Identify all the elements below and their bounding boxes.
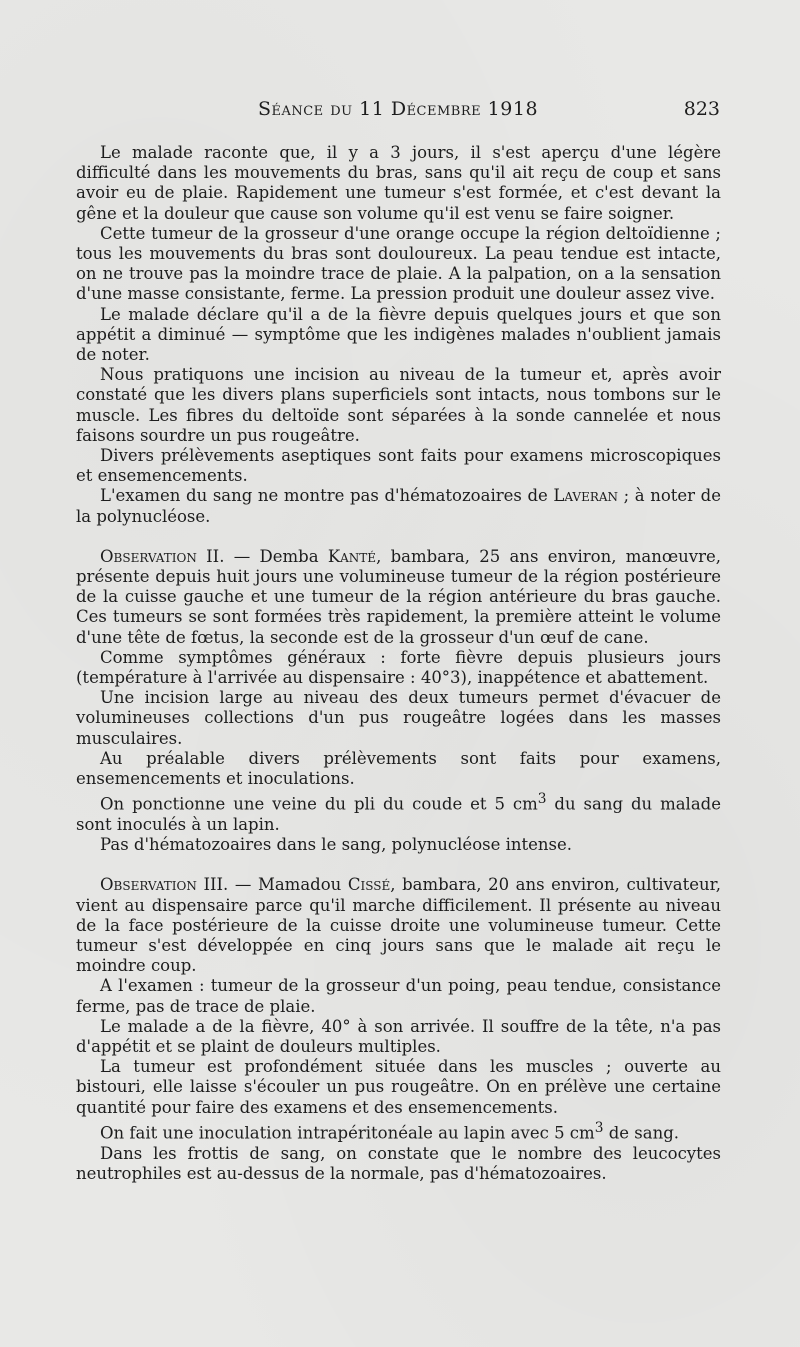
paragraph [76,1118,721,1144]
observation-heading-paragraph [76,875,721,976]
page-number: 823 [683,98,720,120]
text-span: , bambara, 20 ans environ, cultivateur, vient au dispensaire parce qu'il marche difficilement. Il présente au niveau de la face postérieure de la cuisse droite une volumineuse tumeur. Cette tumeur s'est développée en cinq jours sans que le malade ait reçu le moindre coup. [76,875,721,976]
text-span: II. — Demba [196,546,328,566]
paragraph [76,486,721,526]
paragraph: Divers prélèvements aseptiques sont faits pour examens microscopiques et ensemencements. [76,446,721,486]
observation-heading-paragraph [76,547,721,648]
paragraph: Dans les frottis de sang, on constate que le nombre des leucocytes neutrophiles est au-dessus de la normale, pas d'hématozoaires. [76,1143,721,1183]
patient-name: Cissé [347,875,391,895]
paragraph: A l'examen : tumeur de la grosseur d'un poing, peau tendue, consistance ferme, pas de trace de plaie. [76,976,721,1016]
paragraph: Le malade a de la fièvre, 40° à son arrivée. Il souffre de la tête, n'a pas d'appétit et se plaint de douleurs multiples. [76,1016,721,1057]
body-text [76,143,721,1184]
text-span: On fait une inoculation intrapéritonéale au lapin avec 5 cm [100,1123,595,1143]
patient-name: Kanté [327,546,377,566]
text-span: , bambara, 25 ans environ, manœuvre, présente depuis huit jours une volumineuse tumeur de la région postérieure de la cuisse gauche et une tumeur de la région antérieure du bras gauche. Ces tumeurs se sont formées très rapidement, la première atteint le volume d'une tête de fœtus, la seconde est de la grosseur d'un œuf de cane. [76,546,721,647]
author-name: Laveran [553,486,619,506]
page-header [76,98,720,124]
observation-label: Observation [100,875,197,895]
text-span: On ponctionne une veine du pli du coude et 5 cm [100,794,538,814]
paragraph: Comme symptômes généraux : forte fièvre depuis plusieurs jours (température à l'arrivée au dispensaire : 40°3), inappétence et abattement. [76,647,721,688]
text-span: ; à noter de la polynucléose. [76,486,721,526]
running-title: Séance du 11 Décembre 1918 [257,98,539,120]
paragraph: Cette tumeur de la grosseur d'une orange occupe la région deltoïdienne ; tous les mouvements du bras sont douloureux. La peau tendue est intacte, on ne trouve pas la moindre trace de plaie. A la palpation, on a la sensation d'une masse consistante, ferme. La pression produit une douleur assez vive. [76,223,721,304]
text-span: III. — Mamadou [196,875,348,895]
paragraph: Nous pratiquons une incision au niveau de la tumeur et, après avoir constaté que les divers plans superficiels sont intacts, nous tombons sur le muscle. Les fibres du deltoïde sont séparées à la sonde cannelée et nous faisons sourdre un pus rougeâtre. [76,365,721,445]
paragraph: La tumeur est profondément située dans les muscles ; ouverte au bistouri, elle laisse s'écouler un pus rougeâtre. On en prélève une certaine quantité pour faire des examens et des ensemencements. [76,1057,721,1117]
paragraph [76,789,721,835]
paragraph: Une incision large au niveau des deux tumeurs permet d'évacuer de volumineuses collections d'un pus rougeâtre logées dans les masses musculaires. [76,688,721,748]
superscript: 3 [594,1119,604,1136]
text-span: de sang. [603,1123,680,1143]
paragraph: Le malade déclare qu'il a de la fièvre depuis quelques jours et que son appétit a diminué — symptôme que les indigènes malades n'oublient jamais de noter. [76,304,721,365]
text-span: du sang du malade sont inoculés à un lapin. [76,794,721,834]
superscript: 3 [537,791,547,808]
paragraph: Le malade raconte que, il y a 3 jours, il s'est aperçu d'une légère difficulté dans les mouvements du bras, sans qu'il ait reçu de coup et sans avoir eu de plaie. Rapidement une tumeur s'est formée, et c'est devant la gêne et la douleur que cause son volume qu'il est venu se faire soigner. [76,143,721,223]
paragraph: Au préalable divers prélèvements sont faits pour examens, ensemencements et inoculations. [76,748,721,789]
observation-label: Observation [100,546,197,566]
text-span: L'examen du sang ne montre pas d'hématozoaires de [100,486,554,506]
paragraph: Pas d'hématozoaires dans le sang, polynucléose intense. [100,835,573,855]
